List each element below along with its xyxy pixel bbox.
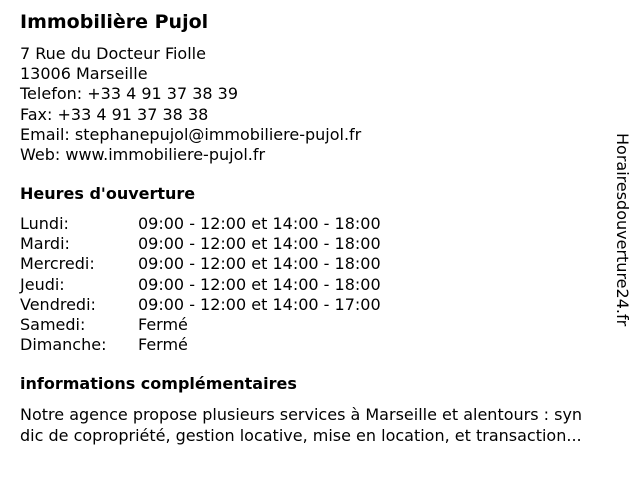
site-watermark xyxy=(611,133,633,343)
day-label: Jeudi: xyxy=(20,274,65,294)
day-hours: 09:00 - 12:00 et 14:00 - 18:00 xyxy=(138,274,381,294)
website-address: Web: www.immobiliere-pujol.fr xyxy=(20,145,266,165)
fax-number: Fax: +33 4 91 37 38 38 xyxy=(20,104,209,124)
day-label: Dimanche: xyxy=(20,335,107,355)
hours-row xyxy=(20,335,440,355)
hours-row xyxy=(20,234,440,254)
hours-row xyxy=(20,275,440,295)
business-name: Immobilière Pujol xyxy=(20,11,209,33)
day-label: Mardi: xyxy=(20,234,70,254)
info-heading: informations complémentaires xyxy=(20,374,297,393)
watermark-text: Horairesdouverture24.fr xyxy=(613,133,632,327)
contact-block xyxy=(20,44,361,165)
day-hours: Fermé xyxy=(138,314,188,334)
day-label: Vendredi: xyxy=(20,294,96,314)
hours-heading: Heures d'ouverture xyxy=(20,184,196,203)
hours-row xyxy=(20,214,440,234)
email-address: Email: stephanepujol@immobiliere-pujol.fr xyxy=(20,124,362,144)
day-hours: 09:00 - 12:00 et 14:00 - 18:00 xyxy=(138,254,381,274)
day-hours: 09:00 - 12:00 et 14:00 - 18:00 xyxy=(138,234,381,254)
day-label: Samedi: xyxy=(20,314,86,334)
day-label: Lundi: xyxy=(20,214,69,233)
day-hours: Fermé xyxy=(138,335,188,355)
day-hours: 09:00 - 12:00 et 14:00 - 17:00 xyxy=(138,294,381,314)
info-line: Notre agence propose plusieurs services à Marseille et alentours : syn xyxy=(20,405,583,424)
info-description xyxy=(20,404,632,446)
day-label: Mercredi: xyxy=(20,254,95,274)
hours-row xyxy=(20,254,440,274)
hours-row xyxy=(20,295,440,315)
info-line: dic de copropriété, gestion locative, mise en location, et transaction... xyxy=(20,426,582,445)
address-city: 13006 Marseille xyxy=(20,64,148,84)
day-hours: 09:00 - 12:00 et 14:00 - 18:00 xyxy=(138,214,381,233)
phone-number: Telefon: +33 4 91 37 38 39 xyxy=(20,84,239,104)
hours-row xyxy=(20,315,440,335)
hours-table xyxy=(20,214,440,355)
address-street: 7 Rue du Docteur Fiolle xyxy=(20,44,206,63)
